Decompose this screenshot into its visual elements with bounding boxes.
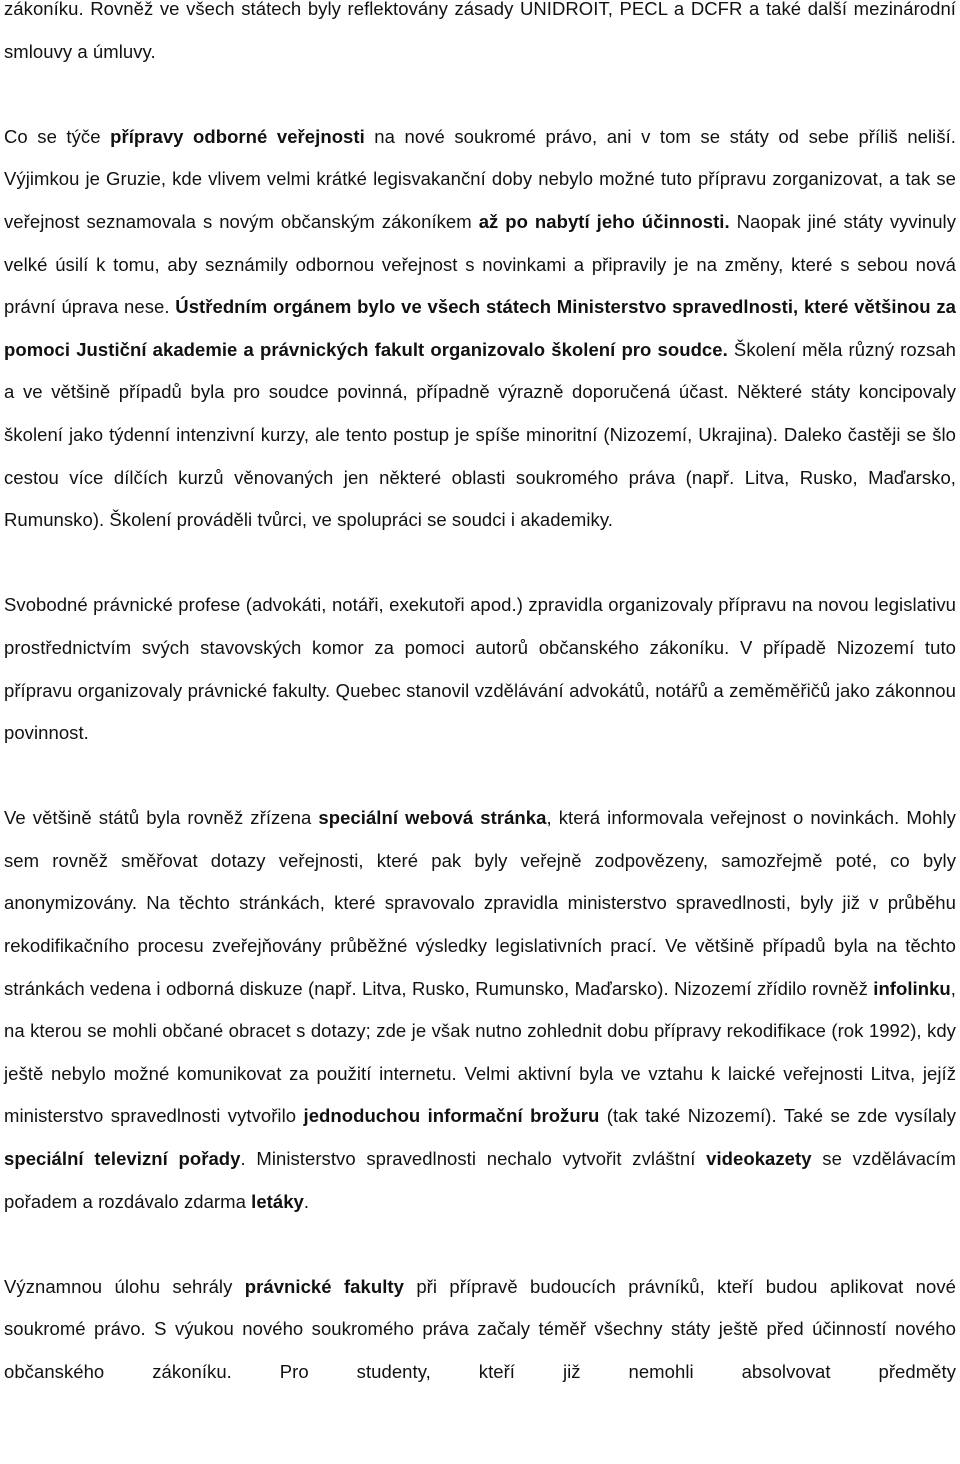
text-segment: (tak také Nizozemí). Také se zde vysílaly <box>599 1105 956 1127</box>
text-segment: zákoníku. Rovněž ve všech státech byly reflektovány zásady UNIDROIT, PECL a DCFR a také další mezinárodní smlouvy a úmluvy. <box>4 0 956 62</box>
text-segment: se vzdělávacím pořadem a rozdávalo zdarma <box>4 1148 957 1212</box>
bold-text-segment: až po nabytí jeho účinnosti. <box>478 210 730 232</box>
text-segment: , na kterou se mohli občané obracet s dotazy; zde je však nutno zohlednit dobu přípravy rekodifikace (rok 1992), kdy ještě nebylo možné komunikovat za použití internetu. Velmi aktivní byla ve vztahu k laické veřejnosti Litva, jejíž ministerstvo spravedlnosti vytvořilo <box>4 977 956 1127</box>
text-segment: na nové soukromé právo, ani v tom se státy od sebe příliš neliší. Výjimkou je Gruzie, kde vlivem velmi krátké legisvakanční doby nebylo možné tuto přípravu zorganizovat, a tak se veřejnost seznamovala s novým občanským zákoníkem <box>4 125 957 232</box>
text-segment: Školení měla různý rozsah a ve většině případů byla pro soudce povinná, případně výrazně doporučená účast. Některé státy koncipovaly školení jako týdenní intenzivní kurzy, ale tento postup je spíše minoritní (Nizozemí, Ukrajina). Daleko častěji se šlo cestou více dílčích kurzů věnovaných jen některé oblasti soukromého práva (např. Litva, Rusko, Maďarsko, Rumunsko). Školení prováděli tvůrci, ve spolupráci se soudci i akademiky. <box>4 338 956 531</box>
text-segment: . Ministerstvo spravedlnosti nechalo vytvořit zvláštní <box>240 1148 707 1170</box>
paragraph <box>4 797 956 1223</box>
text-segment: Naopak jiné státy vyvinuly velké úsilí k tomu, aby seznámily odbornou veřejnost s novinkami a připravily je na změny, které s sebou nová právní úprava nese. <box>4 210 957 318</box>
document-page <box>4 0 956 1394</box>
bold-text-segment: právnické fakulty <box>244 1275 404 1297</box>
text-segment: Ve většině států byla rovněž zřízena <box>4 807 319 829</box>
text-segment: při přípravě budoucích právníků, kteří budou aplikovat nové soukromé právo. S výukou nového soukromého práva začaly téměř všechny státy ještě před účinností nového občanského zákoníku. Pro studenty, kteří již nemohli absolvovat předměty <box>4 1275 956 1382</box>
paragraph <box>4 1266 956 1394</box>
bold-text-segment: speciální televizní pořady <box>4 1148 241 1170</box>
text-segment: . <box>303 1190 310 1212</box>
bold-text-segment: speciální webová stránka <box>318 807 547 829</box>
bold-text-segment: infolinku <box>873 977 951 999</box>
text-segment: Významnou úlohu sehrály <box>4 1275 245 1297</box>
paragraph <box>4 584 956 754</box>
text-segment: Co se týče <box>4 125 111 147</box>
bold-text-segment: jednoduchou informační brožuru <box>303 1105 600 1127</box>
bold-text-segment: přípravy odborné veřejnosti <box>110 125 365 147</box>
paragraph <box>4 116 956 542</box>
bold-text-segment: Ústředním orgánem bylo ve všech státech Ministerstvo spravedlnosti, které většinou za pomoci Justiční akademie a právnických fakult organizovalo školení pro soudce. <box>4 296 956 360</box>
bold-text-segment: videokazety <box>706 1148 812 1170</box>
paragraph <box>4 0 956 73</box>
text-segment: , která informovala veřejnost o novinkách. Mohly sem rovněž směřovat dotazy veřejnosti, které pak byly veřejně zodpovězeny, samozřejmě poté, co byly anonymizovány. Na těchto stránkách, které spravovalo zpravidla ministerstvo spravedlnosti, byly již v průběhu rekodifikačního procesu zveřejňovány průběžné výsledky legislativních prací. Ve většině případů byla na těchto stránkách vedena i odborná diskuze (např. Litva, Rusko, Rumunsko, Maďarsko). Nizozemí zřídilo rovněž <box>4 807 956 999</box>
bold-text-segment: letáky <box>251 1190 304 1212</box>
text-segment: Svobodné právnické profese (advokáti, notáři, exekutoři apod.) zpravidla organizovaly přípravu na novou legislativu prostřednictvím svých stavovských komor za pomoci autorů občanského zákoníku. V případě Nizozemí tuto přípravu organizovaly právnické fakulty. Quebec stanovil vzdělávání advokátů, notářů a zeměměřičů jako zákonnou povinnost. <box>4 594 956 744</box>
